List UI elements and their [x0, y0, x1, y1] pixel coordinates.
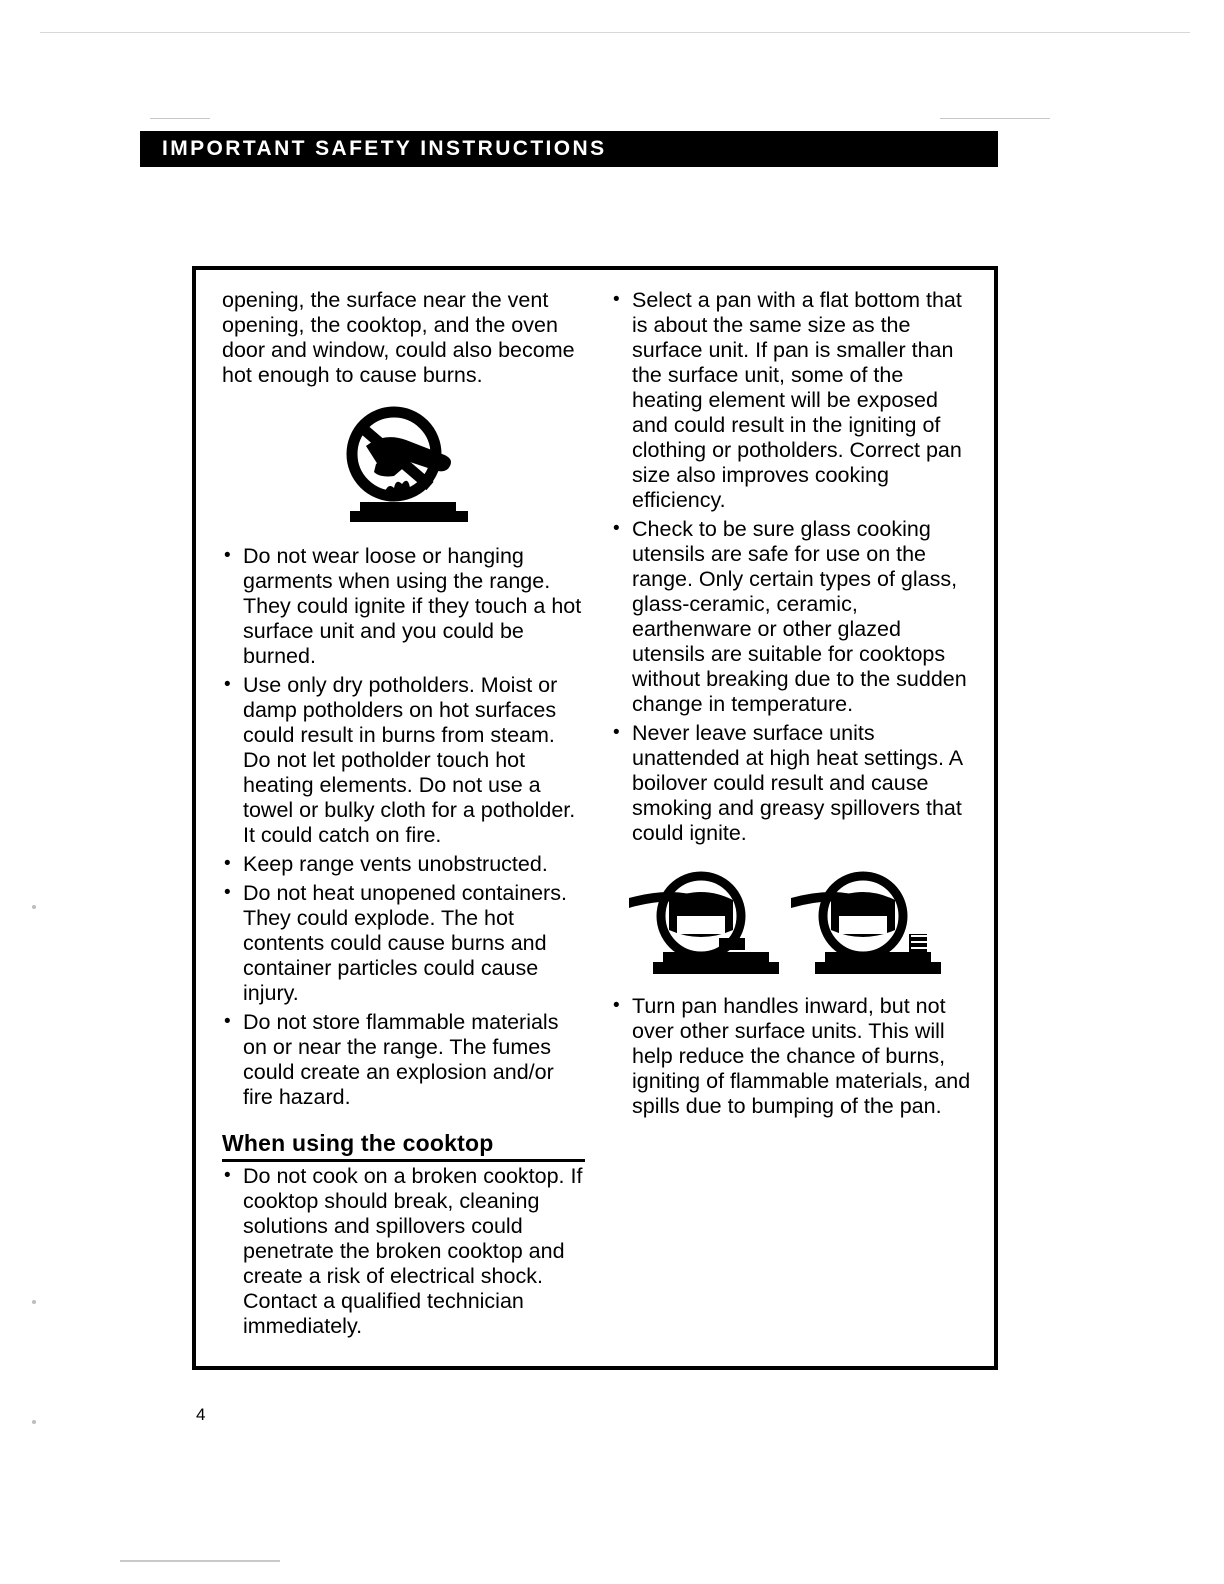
- list-item: • Use only dry potholders. Moist or damp potholders on hot surfaces could result in burns from steam. Do not let potholder touch hot heating elements. Do not use a towel or bulky cloth for a potholder. It could catch on fire.: [222, 673, 585, 848]
- scan-artifact-dash: [150, 118, 210, 119]
- list-item: • Keep range vents unobstructed.: [222, 852, 585, 877]
- scan-artifact-tick: [32, 1420, 36, 1424]
- scan-artifact-line-bottom: [120, 1560, 280, 1562]
- no-loose-garments-icon: [324, 402, 484, 532]
- scan-artifact-dash: [940, 118, 1050, 119]
- scan-artifact-line: [40, 32, 1190, 33]
- section-header-title: IMPORTANT SAFETY INSTRUCTIONS: [162, 137, 607, 160]
- intro-paragraph: opening, the surface near the vent opening, the cooktop, and the oven door and window, could also become hot enough to cause burns.: [222, 288, 575, 387]
- list-item: • Select a pan with a flat bottom that is about the same size as the surface unit. If pan is smaller than the surface unit, some of the heating element will be exposed and could result in the igniting of clothing or potholders. Correct pan size also improves cooking efficiency.: [611, 288, 974, 513]
- list-item: • Do not store flammable materials on or near the range. The fumes could create an explosion and/or fire hazard.: [222, 1010, 585, 1110]
- section-header-bar: [140, 131, 998, 167]
- list-item: • Turn pan handles inward, but not over other surface units. This will help reduce the chance of burns, igniting of flammable materials, and spills due to bumping of the pan.: [611, 994, 974, 1119]
- list-item: • Do not wear loose or hanging garments when using the range. They could ignite if they touch a hot surface unit and you could be burned.: [222, 544, 585, 669]
- pan-handle-position-icon: [623, 864, 963, 984]
- right-bullet-list-bottom: [611, 994, 974, 1119]
- left-column: [222, 288, 585, 1343]
- safety-content-box: [192, 266, 998, 1370]
- subsection-heading: When using the cooktop: [222, 1130, 585, 1162]
- two-column-layout: [222, 288, 974, 1343]
- right-bullet-list-top: [611, 288, 974, 846]
- right-column: [611, 288, 974, 1343]
- scan-artifact-tick: [32, 905, 36, 909]
- cooktop-bullet-list: [222, 1164, 585, 1339]
- left-bullet-list: [222, 544, 585, 1110]
- list-item: • Never leave surface units unattended at high heat settings. A boilover could result and cause smoking and greasy spillovers that could ignite.: [611, 721, 974, 846]
- scan-artifact-tick: [32, 1300, 36, 1304]
- list-item: • Do not cook on a broken cooktop. If cooktop should break, cleaning solutions and spillovers could penetrate the broken cooktop and create a risk of electrical shock. Contact a qualified technician immediately.: [222, 1164, 585, 1339]
- list-item: • Check to be sure glass cooking utensils are safe for use on the range. Only certain types of glass, glass-ceramic, ceramic, earthenware or other glazed utensils are suitable for cooktops without breaking due to the sudden change in temperature.: [611, 517, 974, 717]
- page-number: 4: [196, 1405, 206, 1424]
- list-item: • Do not heat unopened containers. They could explode. The hot contents could cause burns and container particles could cause injury.: [222, 881, 585, 1006]
